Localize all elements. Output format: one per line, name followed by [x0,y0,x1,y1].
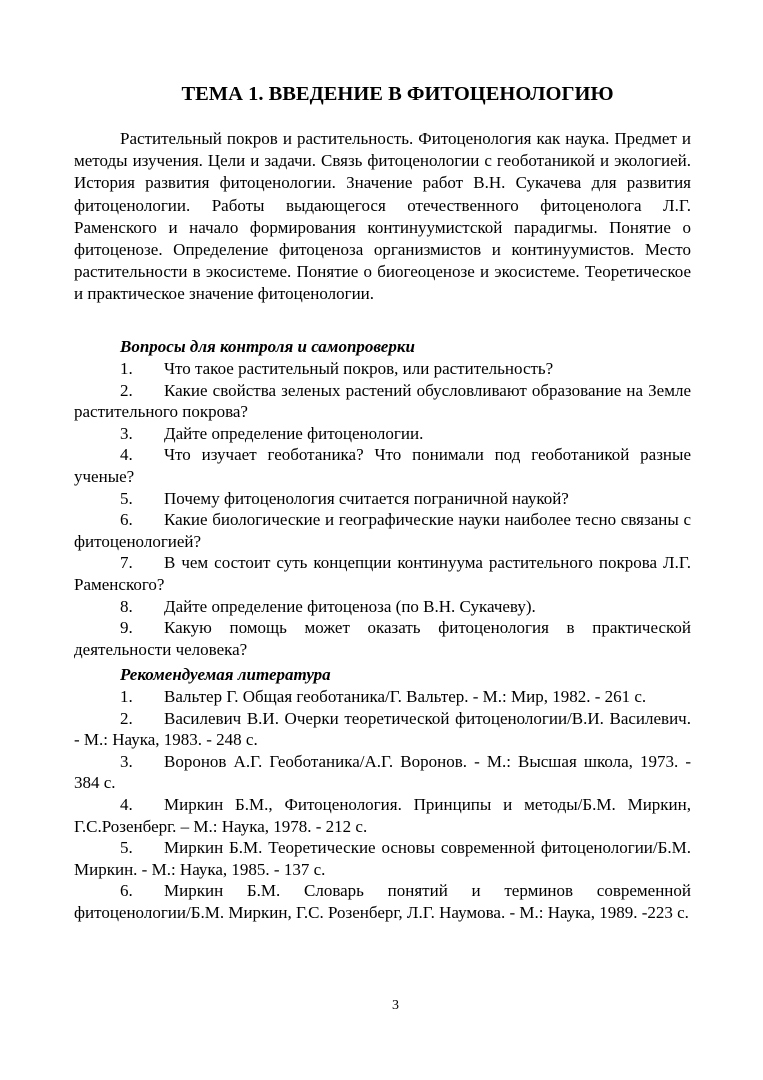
document-page [74,0,691,1080]
list-item [74,880,691,923]
list-item-number: 5. [120,488,133,508]
list-item [74,596,691,618]
list-item-number: 9. [120,618,133,638]
list-item [74,617,691,660]
list-item-text: Что изучает геоботаника? Что понимали под геоботаникой разные ученые? [74,445,691,486]
list-item [74,509,691,552]
list-item [74,380,691,423]
list-item-number: 6. [120,881,133,901]
questions-heading: Вопросы для контроля и самопроверки [120,337,415,356]
list-item-text: Миркин Б.М. Словарь понятий и терминов современной фитоценологии/Б.М. Миркин, Г.С. Розенберг, Л.Г. Наумова. - М.: Наука, 1989. -223 с. [74,881,691,922]
list-item [74,686,691,708]
page-title: ТЕМА 1. ВВЕДЕНИЕ В ФИТОЦЕНОЛОГИЮ [181,83,614,105]
literature-list [74,686,691,924]
list-item-text: Миркин Б.М. Теоретические основы современной фитоценологии/Б.М. Миркин. - М.: Наука, 1985. - 137 с. [74,838,691,879]
list-item-number: 4. [120,445,133,465]
list-item [74,423,691,445]
list-item-number: 2. [120,380,133,400]
list-item-number: 3. [120,423,133,443]
intro-paragraph: Растительный покров и растительность. Фитоценология как наука. Предмет и методы изучения. Цели и задачи. Связь фитоценологии с геоботаникой и экологией. История развития фитоценологии. Значение работ В.Н. Сукачева для развития фитоценологии. Работы выдающегося отечественного фитоценолога Л.Г. Раменского и начало формирования континуумистской парадигмы. Понятие о фитоценозе. Определение фитоценоза организмистов и континуумистов. Место растительности в экосистеме. Понятие о биогеоценозе и экосистеме. Теоретическое и практическое значение фитоценологии. [74,129,691,304]
page-number: 3 [392,998,399,1013]
list-item [74,444,691,487]
list-item-text: Василевич В.И. Очерки теоретической фитоценологии/В.И. Василевич. - М.: Наука, 1983. - 248 с. [74,708,691,750]
list-item-text: Миркин Б.М., Фитоценология. Принципы и методы/Б.М. Миркин, Г.С.Розенберг. – М.: Наука, 1978. - 212 с. [74,794,691,836]
list-item-number: 2. [120,708,133,728]
list-item-text: Вальтер Г. Общая геоботаника/Г. Вальтер. - М.: Мир, 1982. - 261 с. [164,687,647,706]
list-item-text: Что такое растительный покров, или растительность? [164,359,554,378]
list-item-text: Дайте определение фитоценоза (по В.Н. Сукачеву). [164,596,536,616]
list-item-text: Воронов А.Г. Геоботаника/А.Г. Воронов. - М.: Высшая школа, 1973. - 384 с. [74,751,691,793]
list-item-text: Дайте определение фитоценологии. [164,423,424,443]
list-item-text: Какие биологические и географические науки наиболее тесно связаны с фитоценологией? [74,510,691,551]
list-item-number: 1. [120,359,133,378]
list-item [74,708,691,751]
list-item [74,552,691,595]
list-item-text: Какую помощь может оказать фитоценология в практической деятельности человека? [74,618,691,659]
questions-list [74,358,691,660]
list-item-text: Почему фитоценология считается пограничной наукой? [164,488,569,508]
list-item [74,794,691,837]
list-item-text: В чем состоит суть концепции континуума растительного покрова Л.Г. Раменского? [74,553,691,594]
list-item-number: 3. [120,751,133,771]
list-item [74,488,691,510]
list-item [74,751,691,794]
list-item-number: 8. [120,596,133,616]
list-item [74,837,691,880]
list-item [74,358,691,380]
list-item-number: 4. [120,794,133,814]
literature-section [74,664,691,924]
list-item-text: Какие свойства зеленых растений обусловливают образование на Земле растительного покрова? [74,380,691,422]
list-item-number: 6. [120,510,133,530]
list-item-number: 1. [120,687,133,706]
questions-section [74,336,691,660]
list-item-number: 7. [120,553,133,573]
list-item-number: 5. [120,838,133,858]
literature-heading: Рекомендуемая литература [120,665,331,684]
